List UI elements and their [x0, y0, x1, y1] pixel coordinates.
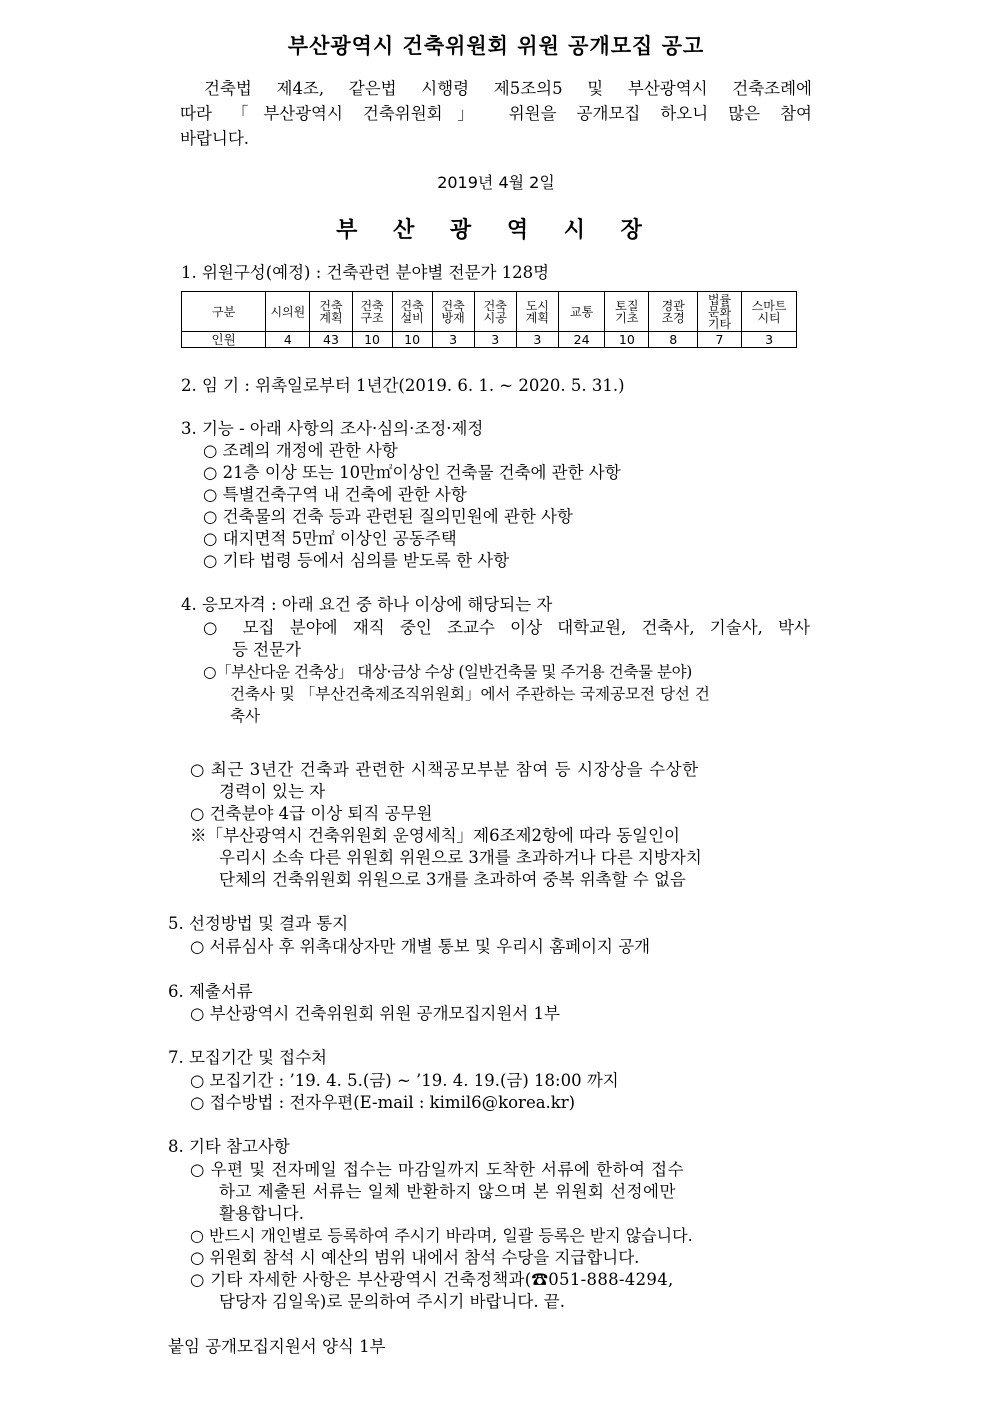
table-header-cell: 건축 계획 — [310, 292, 352, 332]
list-item-line: 담당자 김일욱)로 문의하여 주시기 바랍니다. 끝. — [219, 1292, 565, 1311]
table-cell: 10 — [352, 332, 392, 348]
list-item: ○ 위원회 참석 시 예산의 범위 내에서 참석 수당을 지급합니다. — [190, 1248, 640, 1267]
table-header-cell: 경관 조경 — [649, 292, 697, 332]
table-header-cell: 법률 문화 기타 — [697, 292, 741, 332]
list-item-line: ○ 모집 분야에 재직 중인 조교수 이상 대학교원, 건축사, 기술사, 박사 — [203, 618, 810, 637]
list-item: ○ 반드시 개인별로 등록하여 주시기 바라며, 일괄 등록은 받지 않습니다. — [190, 1226, 693, 1245]
table-cell: 10 — [392, 332, 432, 348]
note-line: 단체의 건축위원회 위원으로 3개를 초과하여 중복 위촉할 수 없음 — [219, 870, 686, 889]
table-header-cell: 교통 — [558, 292, 604, 332]
note — [190, 825, 802, 891]
table-header-cell: 구분 — [182, 292, 266, 332]
table-row-label: 인원 — [182, 332, 266, 348]
table-header-cell: 건축 방재 — [432, 292, 474, 332]
list-item-line: 활용합니다. — [219, 1204, 304, 1223]
intro-line: 건축법 제4조, 같은법 시행령 제5조의5 및 부산광역시 건축조례에 — [204, 79, 812, 98]
list-item: ○ 부산광역시 건축위원회 위원 공개모집지원서 1부 — [190, 1004, 560, 1023]
table-header-cell: 스마트 시티 — [742, 292, 797, 332]
list-item — [190, 1159, 802, 1225]
table-cell: 4 — [266, 332, 310, 348]
intro-line: 따라 「부산광역시 건축위원회」 위원을 공개모집 하오니 많은 참여 — [180, 104, 812, 123]
table-cell: 3 — [432, 332, 474, 348]
section-5-heading: 5. 선정방법 및 결과 통지 — [168, 914, 349, 933]
list-item-line: 건축사 및 「부산건축제조직위원회」에서 주관하는 국제공모전 당선 건 — [230, 685, 710, 703]
section-1-heading: 1. 위원구성(예정) : 건축관련 분야별 전문가 128명 — [181, 263, 550, 282]
composition-table — [181, 291, 797, 348]
table-cell: 7 — [697, 332, 741, 348]
notice-date: 2019년 4월 2일 — [437, 173, 555, 192]
list-item: ○ 특별건축구역 내 건축에 관한 사항 — [203, 485, 467, 504]
table-header-cell: 건축 구조 — [352, 292, 392, 332]
table-row — [182, 332, 797, 348]
list-item — [203, 661, 810, 727]
section-4-heading: 4. 응모자격 : 아래 요건 중 하나 이상에 해당되는 자 — [181, 595, 553, 614]
list-item: ○ 모집기간 : ’19. 4. 5.(금) ~ ’19. 4. 19.(금) 18:00 까지 — [190, 1071, 619, 1090]
table-header-cell: 건축 설비 — [392, 292, 432, 332]
list-item — [203, 617, 810, 661]
page-title: 부산광역시 건축위원회 위원 공개모집 공고 — [287, 33, 705, 58]
table-cell: 3 — [474, 332, 516, 348]
list-item: ○ 접수방법 : 전자우편(E-mail : kimil6@korea.kr) — [190, 1093, 576, 1112]
section-7-heading: 7. 모집기간 및 접수처 — [168, 1048, 327, 1067]
list-item: ○ 조례의 개정에 관한 사항 — [203, 441, 398, 460]
list-item-line: 경력이 있는 자 — [219, 782, 326, 801]
list-item — [190, 759, 802, 803]
table-header-cell: 건축 시공 — [474, 292, 516, 332]
list-item: ○ 기타 법령 등에서 심의를 받도록 한 사항 — [203, 551, 510, 570]
table-cell: 24 — [558, 332, 604, 348]
list-item: ○ 대지면적 5만㎡ 이상인 공동주택 — [203, 529, 457, 548]
list-item: ○ 건축분야 4급 이상 퇴직 공무원 — [190, 804, 433, 823]
table-header-cell: 토질 기초 — [605, 292, 649, 332]
list-item: ○ 서류심사 후 위촉대상자만 개별 통보 및 우리시 홈페이지 공개 — [190, 937, 651, 956]
list-item — [190, 1269, 802, 1313]
section-8-heading: 8. 기타 참고사항 — [168, 1137, 290, 1156]
table-cell: 10 — [605, 332, 649, 348]
issuer-name: 부 산 광 역 시 장 — [336, 217, 656, 243]
section-3-heading: 3. 기능 - 아래 사항의 조사·심의·조정·제정 — [181, 419, 484, 438]
section-2-heading: 2. 임 기 : 위촉일로부터 1년간(2019. 6. 1. ~ 2020. 5. 31.) — [181, 376, 625, 395]
list-item-line: ○「부산다운 건축상」 대상·금상 수상 (일반건축물 및 주거용 건축물 분야) — [203, 663, 692, 681]
list-item-line: ○ 기타 자세한 사항은 부산광역시 건축정책과(☎051-888-4294, — [190, 1270, 674, 1289]
table-header-row — [182, 292, 797, 332]
note-line: 우리시 소속 다른 위원회 위원으로 3개를 초과하거나 다른 지방자치 — [219, 848, 702, 867]
table-cell: 3 — [516, 332, 558, 348]
table-cell: 43 — [310, 332, 352, 348]
table-cell: 8 — [649, 332, 697, 348]
note-line: ※「부산광역시 건축위원회 운영세칙」제6조제2항에 따라 동일인이 — [190, 826, 680, 845]
list-item: ○ 21층 이상 또는 10만㎡이상인 건축물 건축에 관한 사항 — [203, 463, 621, 482]
list-item-line: 등 전문가 — [232, 640, 302, 659]
table-header-cell: 도시 계획 — [516, 292, 558, 332]
section-6-heading: 6. 제출서류 — [168, 982, 253, 1001]
table-cell: 3 — [742, 332, 797, 348]
attachment-note: 붙임 공개모집지원서 양식 1부 — [168, 1337, 386, 1356]
list-item-line: ○ 최근 3년간 건축과 관련한 시책공모부분 참여 등 시장상을 수상한 — [190, 760, 699, 779]
list-item-line: 하고 제출된 서류는 일체 반환하지 않으며 본 위원회 선정에만 — [219, 1182, 676, 1201]
list-item: ○ 건축물의 건축 등과 관련된 질의민원에 관한 사항 — [203, 507, 573, 526]
intro-paragraph — [180, 76, 812, 151]
list-item-line: 축사 — [230, 707, 260, 725]
table-header-cell: 시의원 — [266, 292, 310, 332]
intro-line: 바랍니다. — [180, 129, 250, 148]
list-item-line: ○ 우편 및 전자메일 접수는 마감일까지 도착한 서류에 한하여 접수 — [190, 1160, 685, 1179]
